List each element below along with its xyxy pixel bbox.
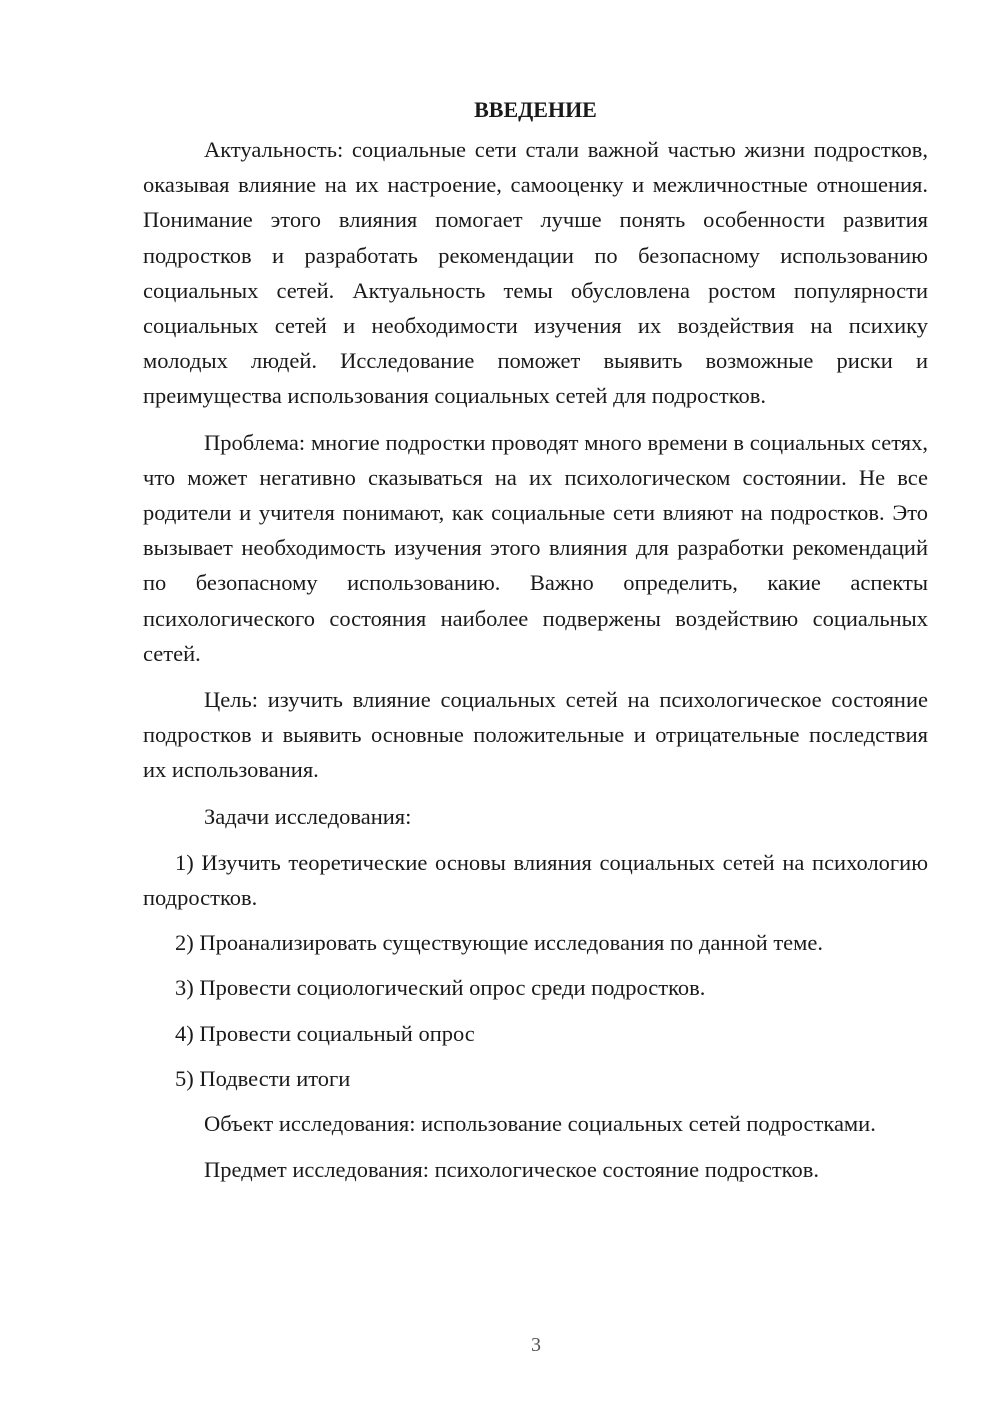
- subject-paragraph: Предмет исследования: психологическое состояние подростков.: [204, 1157, 819, 1183]
- page-number: 3: [531, 1334, 541, 1356]
- object-paragraph: Объект исследования: использование социальных сетей подростками.: [204, 1111, 876, 1137]
- page-title: ВВЕДЕНИЕ: [474, 97, 597, 122]
- goal-paragraph: Цель: изучить влияние социальных сетей на психологическое состояние подростков и выявить основные положительные и отрицательные последствия их использования.: [143, 687, 928, 783]
- task-item-2: 2) Проанализировать существующие исследования по данной теме.: [175, 930, 824, 956]
- task-item-1: 1) Изучить теоретические основы влияния социальных сетей на психологию подростков.: [143, 849, 928, 911]
- tasks-heading: Задачи исследования:: [204, 803, 412, 829]
- relevance-paragraph: Актуальность: социальные сети стали важной частью жизни подростков, оказывая влияние на их настроение, самооценку и межличностные отношения. Понимание этого влияния помогает лучше понять особенности развития подростков и разработать рекомендации по безопасному использованию социальных сетей. Актуальность темы обусловлена ростом популярности социальных сетей и необходимости изучения их воздействия на психику молодых людей. Исследование поможет выявить возможные риски и преимущества использования социальных сетей для подростков.: [143, 137, 928, 409]
- task-item-5: 5) Подвести итоги: [175, 1065, 351, 1091]
- task-item-3: 3) Провести социологический опрос среди подростков.: [175, 975, 706, 1001]
- page-content: [143, 92, 928, 1198]
- problem-paragraph: Проблема: многие подростки проводят много времени в социальных сетях, что может негативно сказываться на их психологическом состоянии. Не все родители и учителя понимают, как социальные сети влияют на подростков. Это вызывает необходимость изучения этого влияния для разработки рекомендаций по безопасному использованию. Важно определить, какие аспекты психологического состояния наиболее подвержены воздействию социальных сетей.: [143, 429, 928, 666]
- task-item-4: 4) Провести социальный опрос: [175, 1020, 475, 1046]
